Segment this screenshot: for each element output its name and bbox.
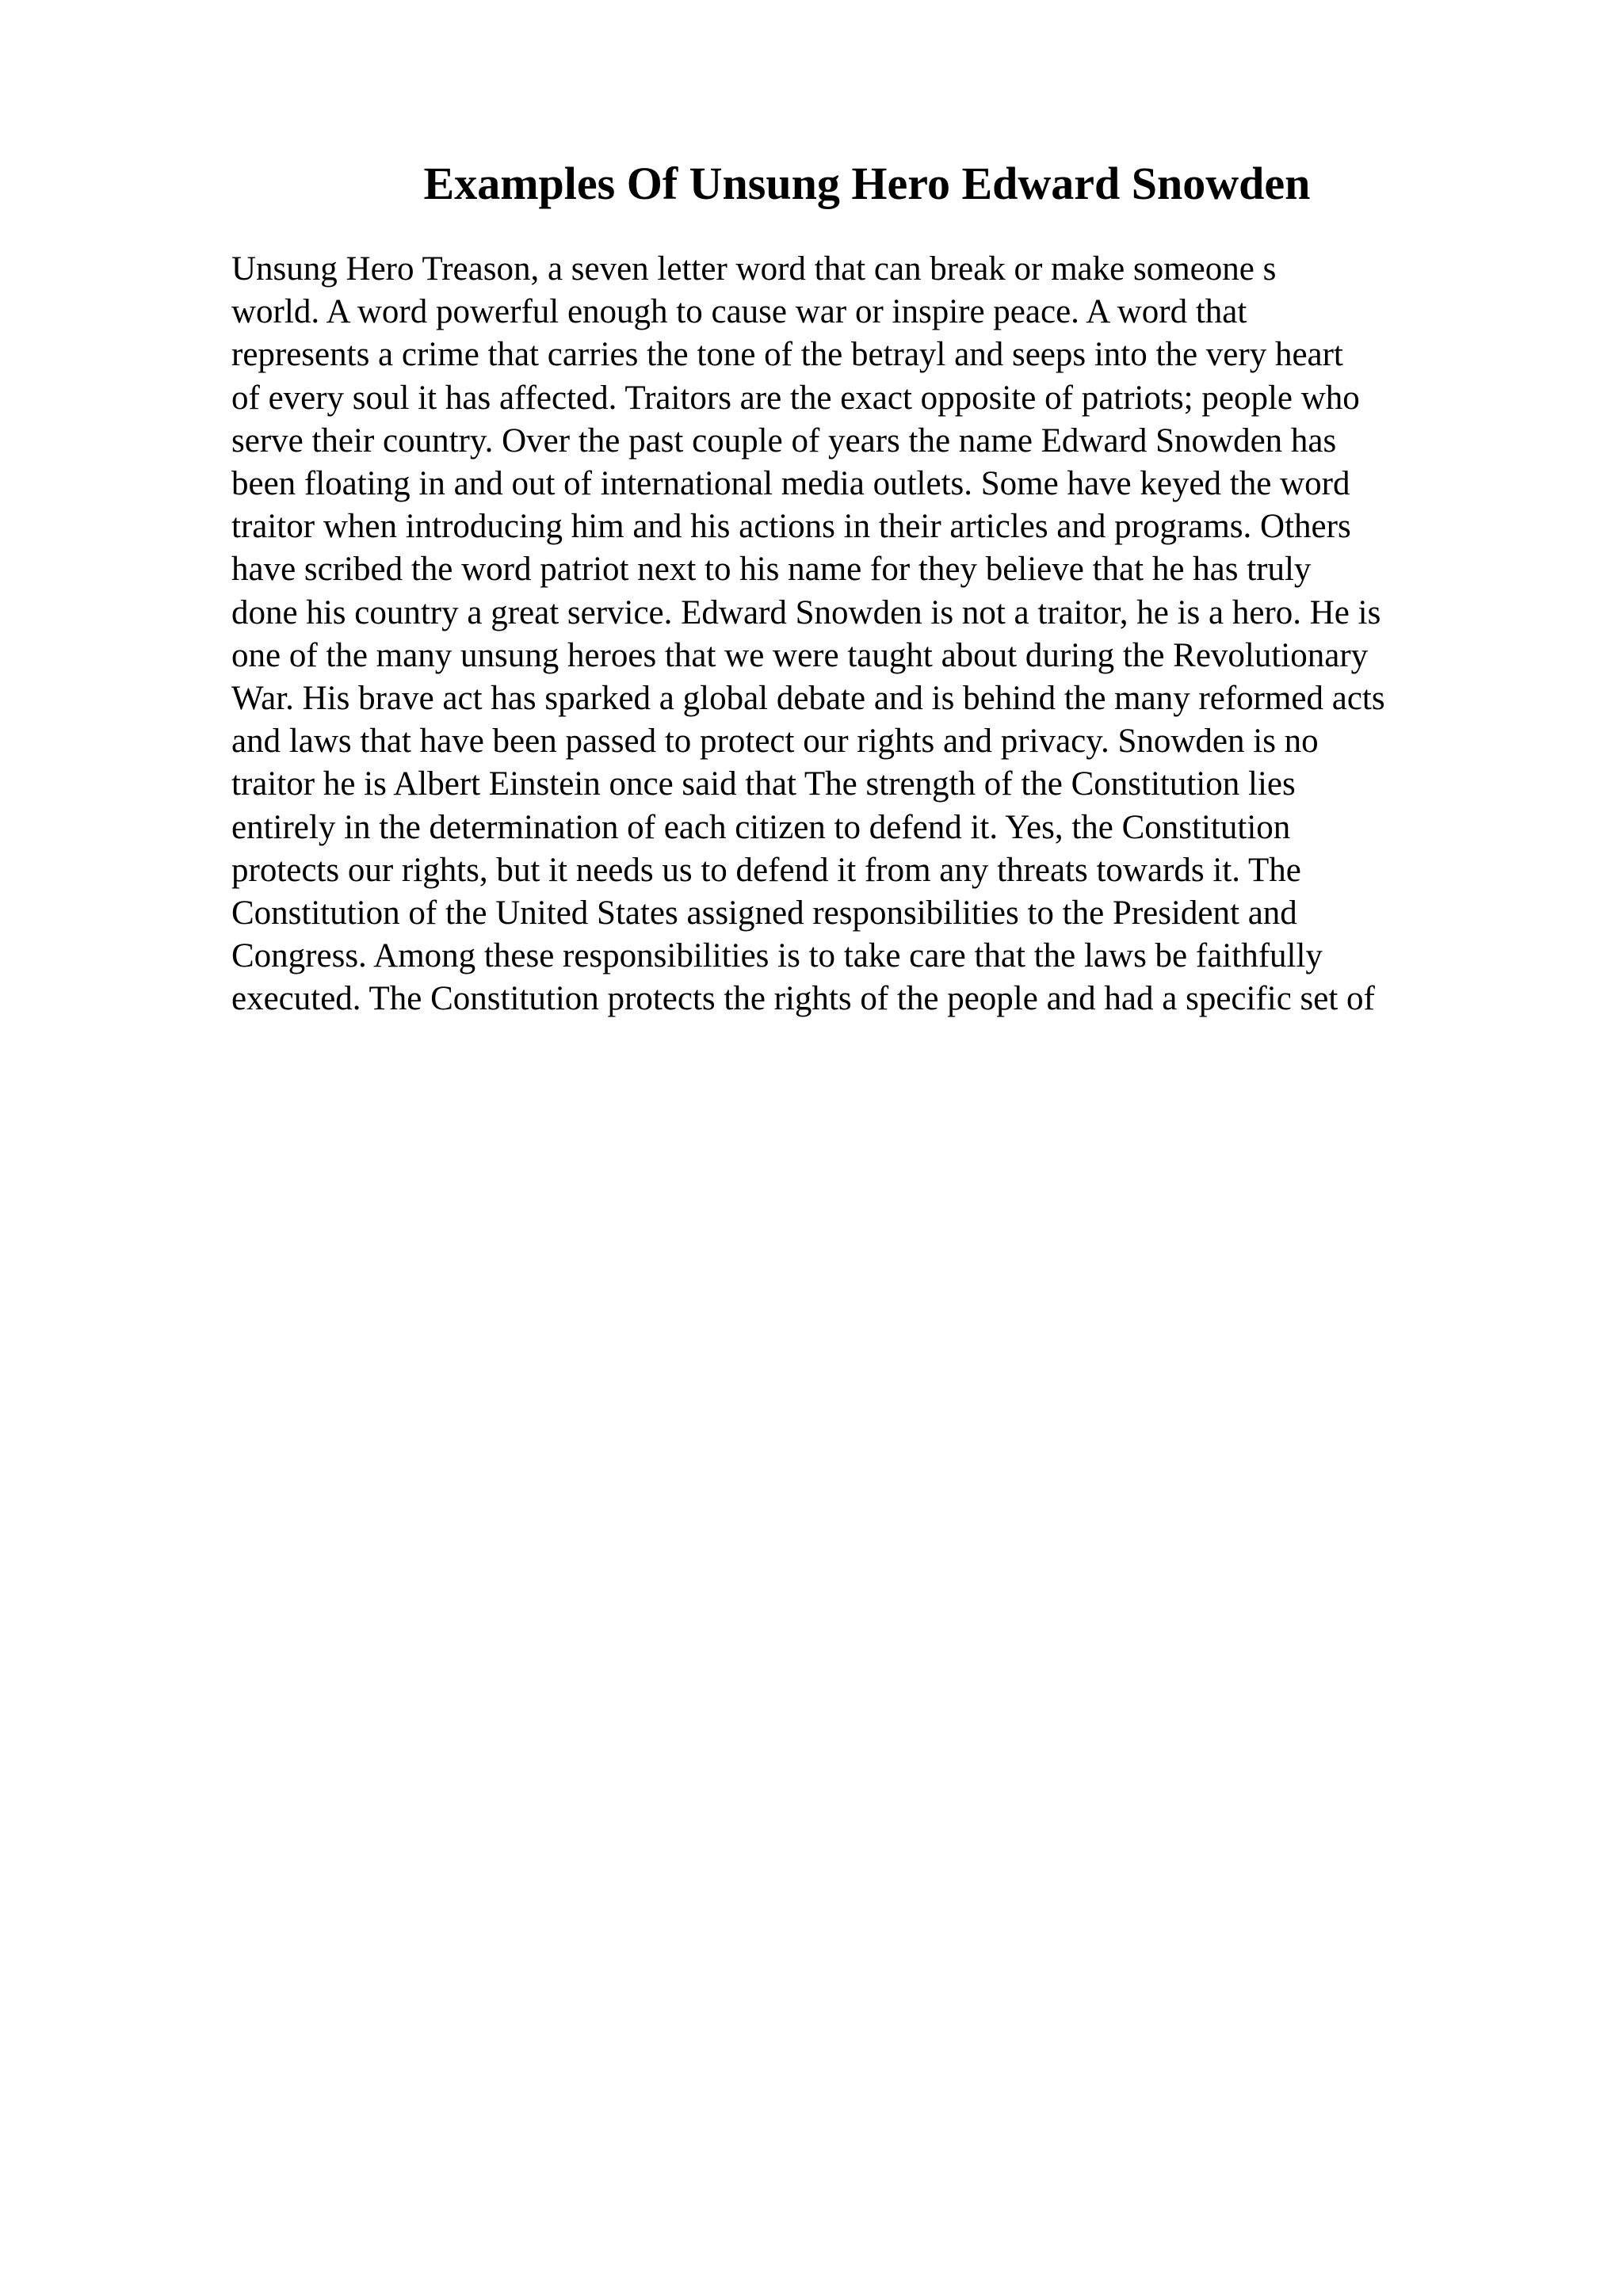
document-body: [231, 248, 1499, 1021]
document-title: Examples Of Unsung Hero Edward Snowden: [423, 158, 1311, 209]
body-line: represents a crime that carries the tone of the betrayl and seeps into the very heart: [231, 336, 1343, 374]
body-line: traitor when introducing him and his actions in their articles and programs. Others: [231, 508, 1351, 546]
body-line: protects our rights, but it needs us to defend it from any threats towards it. The: [231, 851, 1301, 889]
body-line: executed. The Constitution protects the rights of the people and had a specific set of: [231, 980, 1375, 1018]
body-line: one of the many unsung heroes that we were taught about during the Revolutionary: [231, 636, 1369, 674]
body-line: have scribed the word patriot next to his name for they believe that he has truly: [231, 551, 1312, 589]
body-line: traitor he is Albert Einstein once said that The strength of the Constitution lies: [231, 765, 1296, 803]
body-line: world. A word powerful enough to cause war or inspire peace. A word that: [231, 293, 1247, 331]
body-line: and laws that have been passed to protect our rights and privacy. Snowden is no: [231, 723, 1319, 761]
body-line: been floating in and out of international media outlets. Some have keyed the word: [231, 465, 1350, 503]
body-line: entirely in the determination of each citizen to defend it. Yes, the Constitution: [231, 808, 1291, 846]
body-line: of every soul it has affected. Traitors are the exact opposite of patriots; people who: [231, 379, 1360, 417]
body-line: Unsung Hero Treason, a seven letter word that can break or make someone s: [231, 250, 1277, 288]
body-line: done his country a great service. Edward Snowden is not a traitor, he is a hero. He is: [231, 593, 1381, 631]
body-line: serve their country. Over the past couple of years the name Edward Snowden has: [231, 421, 1337, 460]
body-line: Constitution of the United States assigned responsibilities to the President and: [231, 894, 1297, 933]
body-line: Congress. Among these responsibilities is to take care that the laws be faithfully: [231, 937, 1323, 975]
body-line: War. His brave act has sparked a global debate and is behind the many reformed acts: [231, 680, 1385, 718]
